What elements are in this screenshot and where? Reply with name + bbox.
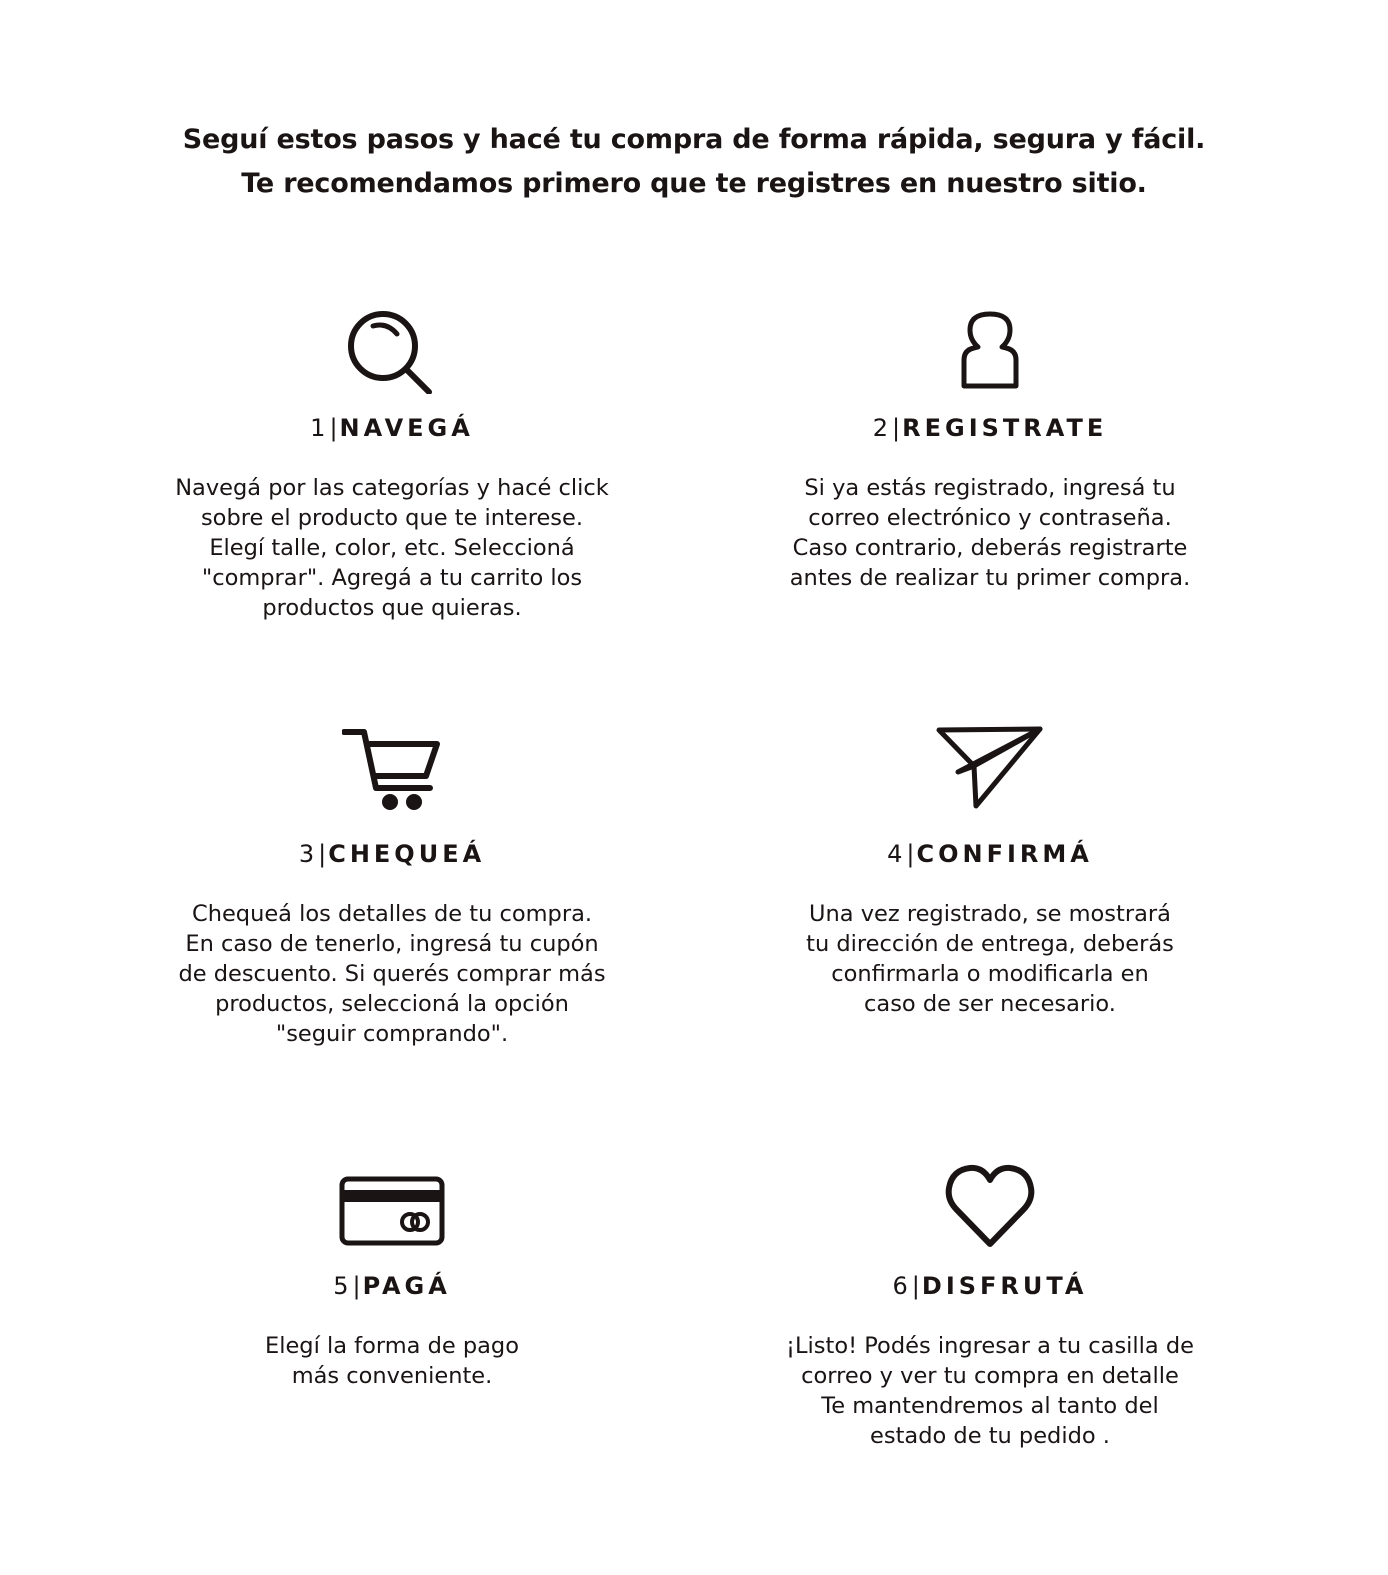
step-number: 6 (892, 1272, 912, 1300)
step-name: CHEQUEÁ (328, 840, 486, 868)
step-description (730, 899, 1250, 1019)
description-line: estado de tu pedido . (870, 1423, 1110, 1449)
user-icon (730, 310, 1250, 390)
step-description (132, 899, 652, 1049)
step-description (132, 1331, 652, 1391)
step-separator: | (911, 1272, 922, 1300)
step-number: 1 (310, 414, 330, 442)
description-line: Elegí la forma de pago (265, 1333, 519, 1359)
step-name: NAVEGÁ (339, 414, 474, 442)
step-separator: | (892, 414, 903, 442)
description-line: Chequeá los detalles de tu compra. (191, 901, 593, 927)
paper-plane-icon (730, 726, 1250, 810)
intro-line-2: Te recomendamos primero que te registres en nuestro sitio. (241, 168, 1147, 199)
step-title (730, 839, 1250, 869)
step-title (730, 413, 1250, 443)
description-line: productos, seleccioná la opción (215, 991, 569, 1017)
description-line: de descuento. Si querés comprar más (178, 961, 606, 987)
description-line: confirmarla o modificarla en (831, 961, 1149, 987)
heart-icon (730, 1164, 1250, 1248)
description-line: Te mantendremos al tanto del (821, 1393, 1159, 1419)
cart-icon (132, 726, 652, 814)
step-number: 5 (333, 1272, 353, 1300)
description-line: tu dirección de entrega, deberás (806, 931, 1174, 957)
description-line: caso de ser necesario. (864, 991, 1116, 1017)
description-line: correo electrónico y contraseña. (808, 505, 1172, 531)
description-line: productos que quieras. (262, 595, 522, 621)
description-line: Si ya estás registrado, ingresá tu (804, 475, 1176, 501)
intro-line-1: Seguí estos pasos y hacé tu compra de forma rápida, segura y fácil. (182, 124, 1206, 155)
step-name: DISFRUTÁ (921, 1272, 1088, 1300)
description-line: correo y ver tu compra en detalle (801, 1363, 1179, 1389)
step-title (132, 1271, 652, 1301)
description-line: Elegí talle, color, etc. Seleccioná (209, 535, 575, 561)
description-line: ¡Listo! Podés ingresar a tu casilla de (786, 1333, 1194, 1359)
step-separator: | (906, 840, 917, 868)
description-line: "comprar". Agregá a tu carrito los (201, 565, 583, 591)
step-name: PAGÁ (362, 1272, 451, 1300)
step-separator: | (329, 414, 340, 442)
step-title (132, 413, 652, 443)
step-number: 4 (887, 840, 907, 868)
step-name: REGISTRATE (902, 414, 1108, 442)
description-line: Caso contrario, deberás registrarte (792, 535, 1188, 561)
description-line: sobre el producto que te interese. (200, 505, 584, 531)
search-icon (132, 310, 652, 394)
step-separator: | (352, 1272, 363, 1300)
step-description (132, 473, 652, 623)
step-name: CONFIRMÁ (916, 840, 1093, 868)
step-description (730, 473, 1250, 593)
description-line: "seguir comprando". (275, 1021, 509, 1047)
step-number: 2 (872, 414, 893, 442)
description-line: antes de realizar tu primer compra. (789, 565, 1191, 591)
step-separator: | (318, 840, 329, 868)
step-title (730, 1271, 1250, 1301)
description-line: En caso de tenerlo, ingresá tu cupón (185, 931, 599, 957)
step-title (132, 839, 652, 869)
intro-text (0, 118, 1388, 206)
step-description (730, 1331, 1250, 1451)
description-line: más conveniente. (291, 1363, 493, 1389)
step-number: 3 (298, 840, 319, 868)
credit-card-icon (132, 1176, 652, 1246)
description-line: Navegá por las categorías y hacé click (175, 475, 609, 501)
description-line: Una vez registrado, se mostrará (809, 901, 1171, 927)
